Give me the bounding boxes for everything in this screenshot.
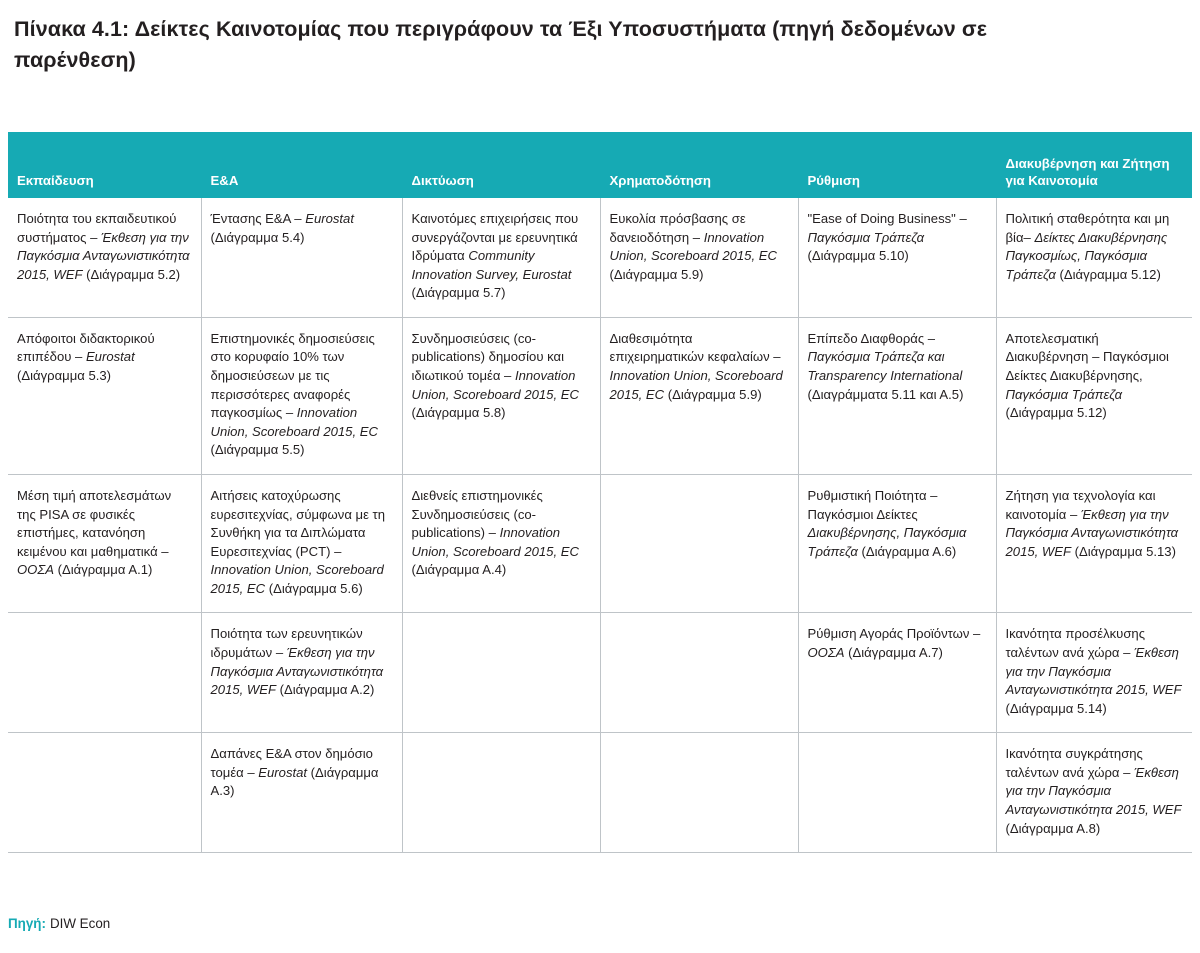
innovation-indicators-table <box>8 132 1192 853</box>
column-header-networking <box>402 132 600 198</box>
source-label: Πηγή: <box>8 916 46 931</box>
cell-rd-3: Αιτήσεις κατοχύρωσης ευρεσιτεχνίας, σύμφωνα με τη Συνθήκη για τα Διπλώματα Ευρεσιτεχνίας (PCT) – Innovation Union, Scoreboard 2015, EC (Διάγραμμα 5.6) <box>201 474 402 612</box>
column-header-education <box>8 132 201 198</box>
cell-networking-1: Καινοτόμες επιχειρήσεις που συνεργάζονται με ερευνητικά Ιδρύματα Community Innovation Survey, Eurostat (Διάγραμμα 5.7) <box>402 198 600 317</box>
cell-funding-1: Ευκολία πρόσβασης σε δανειοδότηση – Innovation Union, Scoreboard 2015, EC (Διάγραμμα 5.9) <box>600 198 798 317</box>
cell-rd-5: Δαπάνες Ε&Α στον δημόσιο τομέα – Eurostat (Διάγραμμα Α.3) <box>201 733 402 853</box>
document-page <box>0 14 1200 953</box>
column-header-rd <box>201 132 402 198</box>
cell-education-5 <box>8 733 201 853</box>
cell-governance-2: Αποτελεσματική Διακυβέρνηση – Παγκόσμιοι Δείκτες Διακυβέρνησης, Παγκόσμια Τράπεζα (Διάγραμμα 5.12) <box>996 317 1192 474</box>
source-note <box>8 916 110 931</box>
cell-funding-4 <box>600 613 798 733</box>
cell-rd-2: Επιστημονικές δημοσιεύσεις στο κορυφαίο 10% των δημοσιεύσεων με τις περισσότερες αναφορές παγκοσμίως – Innovation Union, Scoreboard 2015, EC (Διάγραμμα 5.5) <box>201 317 402 474</box>
cell-education-3: Μέση τιμή αποτελεσμάτων της PISA σε φυσικές επιστήμες, κατανόηση κειμένου και μαθηματικά – ΟΟΣΑ (Διάγραμμα Α.1) <box>8 474 201 612</box>
cell-funding-5 <box>600 733 798 853</box>
cell-rd-1: Έντασης Ε&Α – Eurostat (Διάγραμμα 5.4) <box>201 198 402 317</box>
cell-regulation-2: Επίπεδο Διαφθοράς – Παγκόσμια Τράπεζα και Transparency International (Διαγράμματα 5.11 και Α.5) <box>798 317 996 474</box>
cell-networking-5 <box>402 733 600 853</box>
column-header-label: Εκπαίδευση <box>17 173 94 189</box>
column-header-label: Ρύθμιση <box>807 173 860 189</box>
column-header-regulation <box>798 132 996 198</box>
column-header-label: Δικτύωση <box>411 173 474 189</box>
column-header-label: Ε&Α <box>210 173 239 189</box>
cell-regulation-1: "Ease of Doing Business" – Παγκόσμια Τράπεζα (Διάγραμμα 5.10) <box>798 198 996 317</box>
table-row <box>8 198 1192 317</box>
source-value: DIW Econ <box>49 916 111 931</box>
table-body <box>8 198 1192 853</box>
cell-funding-2: Διαθεσιμότητα επιχειρηματικών κεφαλαίων – Innovation Union, Scoreboard 2015, EC (Διάγραμμα 5.9) <box>600 317 798 474</box>
cell-funding-3 <box>600 474 798 612</box>
page-title <box>14 14 1014 76</box>
cell-networking-4 <box>402 613 600 733</box>
table-row <box>8 733 1192 853</box>
column-header-label: Χρηματοδότηση <box>609 173 711 189</box>
cell-regulation-5 <box>798 733 996 853</box>
table-title-text: Δείκτες Καινοτομίας που περιγράφουν τα Έξι Υποσυστήματα (πηγή δεδομένων σε παρένθεση) <box>14 17 988 73</box>
cell-networking-3: Διεθνείς επιστημονικές Συνδημοσιεύσεις (co-publications) – Innovation Union, Scoreboard 2015, EC (Διάγραμμα Α.4) <box>402 474 600 612</box>
table-row <box>8 613 1192 733</box>
cell-governance-4: Ικανότητα προσέλκυσης ταλέντων ανά χώρα – Έκθεση για την Παγκόσμια Ανταγωνιστικότητα 2015, WEF (Διάγραμμα 5.14) <box>996 613 1192 733</box>
column-header-funding <box>600 132 798 198</box>
table-row <box>8 474 1192 612</box>
column-header-governance <box>996 132 1192 198</box>
cell-governance-5: Ικανότητα συγκράτησης ταλέντων ανά χώρα – Έκθεση για την Παγκόσμια Ανταγωνιστικότητα 2015, WEF (Διάγραμμα Α.8) <box>996 733 1192 853</box>
cell-governance-3: Ζήτηση για τεχνολογία και καινοτομία – Έκθεση για την Παγκόσμια Ανταγωνιστικότητα 2015, WEF (Διάγραμμα 5.13) <box>996 474 1192 612</box>
cell-education-1: Ποιότητα του εκπαιδευτικού συστήματος – Έκθεση για την Παγκόσμια Ανταγωνιστικότητα 2015, WEF (Διάγραμμα 5.2) <box>8 198 201 317</box>
table-header-row <box>8 132 1192 198</box>
cell-governance-1: Πολιτική σταθερότητα και μη βία– Δείκτες Διακυβέρνησης Παγκοσμίως, Παγκόσμια Τράπεζα (Διάγραμμα 5.12) <box>996 198 1192 317</box>
cell-education-4 <box>8 613 201 733</box>
cell-rd-4: Ποιότητα των ερευνητικών ιδρυμάτων – Έκθεση για την Παγκόσμια Ανταγωνιστικότητα 2015, WEF (Διάγραμμα Α.2) <box>201 613 402 733</box>
table-number-label: Πίνακα 4.1: <box>14 17 130 41</box>
cell-regulation-4: Ρύθμιση Αγοράς Προϊόντων – ΟΟΣΑ (Διάγραμμα Α.7) <box>798 613 996 733</box>
cell-networking-2: Συνδημοσιεύσεις (co-publications) δημοσίου και ιδιωτικού τομέα – Innovation Union, Scoreboard 2015, EC (Διάγραμμα 5.8) <box>402 317 600 474</box>
column-header-label: Διακυβέρνηση και Ζήτηση για Καινοτομία <box>1005 156 1170 189</box>
cell-regulation-3: Ρυθμιστική Ποιότητα – Παγκόσμιοι Δείκτες Διακυβέρνησης, Παγκόσμια Τράπεζα (Διάγραμμα Α.6) <box>798 474 996 612</box>
table-row <box>8 317 1192 474</box>
cell-education-2: Απόφοιτοι διδακτορικού επιπέδου – Eurostat (Διάγραμμα 5.3) <box>8 317 201 474</box>
